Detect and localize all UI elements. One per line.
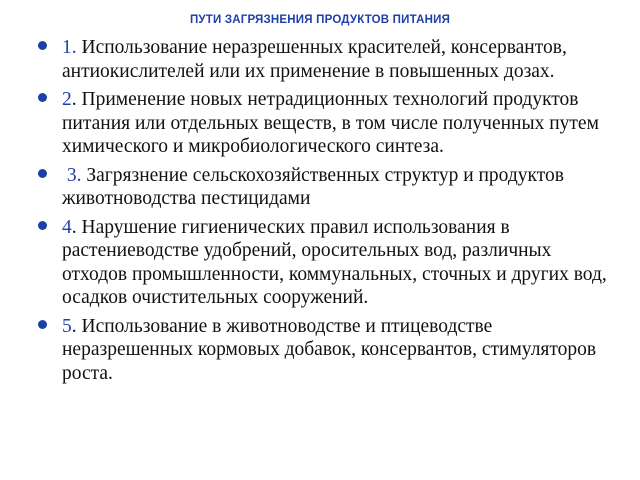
slide-title: ПУТИ ЗАГРЯЗНЕНИЯ ПРОДУКТОВ ПИТАНИЯ (189, 14, 451, 26)
bullet-dot-icon (38, 169, 47, 178)
item-text: . Применение новых нетрадиционных технологий продуктов питания или отдельных веществ, в том числе полученных путем химического и микробиологического синтеза. (62, 89, 599, 157)
item-number: 2 (62, 89, 72, 110)
list-item (36, 164, 616, 211)
item-text: Использование неразрешенных красителей, консервантов, антиокислителей или их применение в повышенных дозах. (62, 37, 567, 82)
bullet-dot-icon (38, 320, 47, 329)
item-text: . Нарушение гигиенических правил использования в растениеводстве удобрений, оросительных вод, различных отходов промышленности, коммунальных, сточных и других вод, осадков очистительных сооружений. (62, 216, 607, 308)
list-item (36, 216, 616, 310)
bullet-dot-icon (38, 93, 47, 102)
bullet-list (36, 36, 616, 390)
item-number: 3. (62, 164, 82, 186)
bullet-dot-icon (38, 221, 47, 230)
item-text: Загрязнение сельскохозяйственных структур и продуктов животноводства пестицидами (62, 164, 564, 209)
list-item (36, 315, 616, 386)
item-number: 1. (62, 37, 77, 58)
list-item (36, 88, 616, 159)
item-number: 5 (62, 315, 72, 337)
bullet-dot-icon (38, 41, 47, 50)
item-number: 4 (62, 216, 72, 238)
item-text: . Использование в животноводстве и птицеводстве неразрешенных кормовых добавок, консервантов, стимуляторов роста. (62, 315, 597, 384)
list-item (36, 36, 616, 83)
